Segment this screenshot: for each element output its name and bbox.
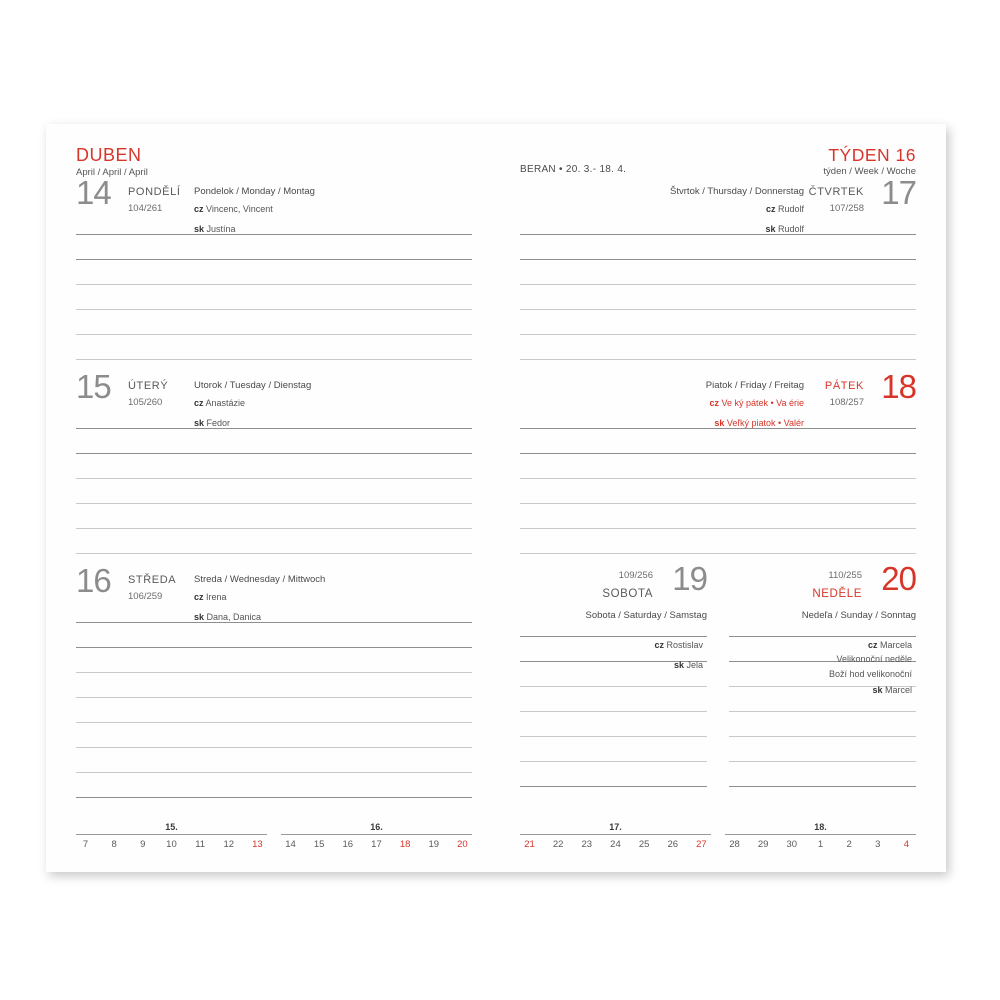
footer-week-label: 16. <box>281 822 472 835</box>
day-languages: Sobota / Saturday / Samstag <box>585 610 707 621</box>
name-days: cz Ve ký pátek • Va érie sk Veľký piatok • Valér <box>709 398 804 428</box>
week-heading <box>823 146 916 177</box>
day-entry-sunday <box>729 560 916 787</box>
name-day-sk: Marcel <box>884 685 912 696</box>
footer-week-18[interactable] <box>725 822 916 850</box>
footer-week-days <box>725 839 916 850</box>
writing-lines[interactable] <box>520 234 916 360</box>
name-day-cz: Anastázie <box>205 398 246 408</box>
month-name: DUBEN <box>76 145 142 165</box>
name-day-sk: Rudolf <box>777 223 804 234</box>
name-days: cz Anastázie sk Fedor <box>194 398 246 428</box>
month-subtitle: April / April / April <box>76 166 148 178</box>
day-of-year: 110/255 <box>828 570 862 581</box>
name-days: cz Irena sk Dana, Danica <box>194 592 262 622</box>
day-languages: Piatok / Friday / Freitag <box>705 380 804 391</box>
name-day-sk: Jela <box>686 660 703 671</box>
footer-week-16[interactable] <box>281 822 472 850</box>
left-page <box>46 124 496 872</box>
day-entry-monday <box>76 174 472 360</box>
footer-mini-calendar-right <box>520 822 916 850</box>
day-of-year: 106/259 <box>128 591 163 602</box>
day-languages: Utorok / Tuesday / Dienstag <box>194 380 312 391</box>
footer-day[interactable]: 15 <box>313 839 325 850</box>
day-name: PÁTEK <box>824 380 864 392</box>
footer-day[interactable]: 19 <box>428 839 440 850</box>
footer-week-label: 15. <box>76 822 267 835</box>
day-name: STŘEDA <box>128 574 177 586</box>
footer-day[interactable]: 24 <box>610 839 621 850</box>
day-entry-tuesday <box>76 368 472 554</box>
day-entry-wednesday <box>76 562 472 798</box>
footer-day[interactable]: 1 <box>817 839 824 850</box>
footer-day[interactable]: 21 <box>524 839 535 850</box>
footer-day[interactable]: 20 <box>457 839 468 850</box>
footer-day[interactable]: 11 <box>195 839 206 850</box>
day-of-year: 109/256 <box>618 570 653 581</box>
footer-day[interactable]: 9 <box>140 839 146 850</box>
footer-day[interactable]: 10 <box>166 839 177 850</box>
footer-day[interactable]: 28 <box>729 839 740 850</box>
name-day-sk: Fedor <box>206 417 231 428</box>
footer-day[interactable]: 22 <box>552 839 564 850</box>
day-number: 19 <box>672 560 707 597</box>
writing-lines[interactable] <box>729 636 916 787</box>
writing-lines[interactable] <box>76 622 472 798</box>
footer-week-15[interactable] <box>76 822 267 850</box>
day-number: 14 <box>76 174 111 211</box>
zodiac-label: BERAN • 20. 3.- 18. 4. <box>520 164 627 175</box>
footer-day[interactable]: 3 <box>875 839 881 850</box>
day-name: PONDĚLÍ <box>128 186 181 198</box>
footer-day[interactable]: 26 <box>667 839 679 850</box>
day-languages: Pondelok / Monday / Montag <box>194 186 315 197</box>
day-number: 16 <box>76 562 111 599</box>
footer-day[interactable]: 12 <box>223 839 235 850</box>
footer-day[interactable]: 13 <box>252 839 263 850</box>
name-day-cz: Marcela <box>879 640 912 650</box>
footer-week-label: 18. <box>725 822 916 835</box>
name-day-cz: Rudolf <box>777 204 804 214</box>
name-days: cz Rudolf sk Rudolf <box>765 204 804 234</box>
name-day-sk: Dana, Danica <box>206 611 262 622</box>
footer-week-label: 17. <box>520 822 711 835</box>
name-days: cz Vincenc, Vincent sk Justína <box>194 204 273 234</box>
footer-day[interactable]: 30 <box>786 839 798 850</box>
name-day-cz: Rostislav <box>666 640 703 650</box>
footer-day[interactable]: 17 <box>371 839 382 850</box>
footer-day[interactable]: 4 <box>903 839 910 850</box>
day-languages: Streda / Wednesday / Mittwoch <box>194 574 326 585</box>
writing-lines[interactable] <box>76 428 472 554</box>
day-of-year: 104/261 <box>128 203 163 214</box>
day-number: 18 <box>881 368 916 405</box>
footer-week-days <box>281 839 472 850</box>
name-days: cz Marcela Velikonoční neděle Boží hod velikonoční sk Marcel <box>828 640 912 696</box>
week-number: TÝDEN 16 <box>828 145 916 165</box>
day-number: 15 <box>76 368 111 405</box>
footer-day[interactable]: 2 <box>846 839 852 850</box>
name-day-cz: Vincenc, Vincent <box>206 204 273 214</box>
day-name: ČTVRTEK <box>808 186 864 198</box>
footer-week-days <box>520 839 711 850</box>
day-languages: Štvrtok / Thursday / Donnerstag <box>670 186 804 197</box>
day-entry-thursday <box>520 174 916 360</box>
day-of-year: 107/258 <box>829 203 864 214</box>
holiday-note-2: Boží hod velikonoční <box>828 668 912 679</box>
day-of-year: 108/257 <box>829 397 864 408</box>
footer-day[interactable]: 18 <box>399 839 411 850</box>
name-day-sk: Justína <box>206 223 236 234</box>
footer-day[interactable]: 16 <box>342 839 354 850</box>
day-of-year: 105/260 <box>128 397 163 408</box>
footer-day[interactable]: 23 <box>581 839 593 850</box>
day-number: 20 <box>881 560 916 597</box>
day-name: NEDĚLE <box>812 588 862 600</box>
right-page <box>496 124 946 872</box>
day-languages: Nedeľa / Sunday / Sonntag <box>801 610 916 621</box>
name-day-cz: Ve ký pátek • Va érie <box>721 398 804 408</box>
footer-week-17[interactable] <box>520 822 711 850</box>
week-subtitle: týden / Week / Woche <box>823 166 916 178</box>
footer-day[interactable]: 25 <box>638 839 650 850</box>
footer-mini-calendar-left <box>76 822 472 850</box>
day-entry-saturday <box>520 560 707 787</box>
day-number: 17 <box>881 174 916 211</box>
footer-week-days <box>76 839 267 850</box>
writing-lines[interactable] <box>76 234 472 360</box>
day-name: ÚTERÝ <box>128 380 169 392</box>
footer-day[interactable]: 29 <box>757 839 769 850</box>
footer-day[interactable]: 8 <box>111 839 117 850</box>
holiday-note-1: Velikonoční neděle <box>836 654 912 665</box>
weekend-block <box>520 560 916 787</box>
name-days: cz Rostislav sk Jela <box>654 640 703 671</box>
name-day-cz: Irena <box>206 592 227 602</box>
day-name: SOBOTA <box>602 588 653 600</box>
footer-day[interactable]: 27 <box>696 839 707 850</box>
writing-lines[interactable] <box>520 636 707 787</box>
name-day-sk: Veľký piatok • Valér <box>726 417 804 428</box>
day-entry-friday <box>520 368 916 554</box>
diary-spread <box>46 124 946 872</box>
footer-day[interactable]: 14 <box>285 839 296 850</box>
writing-lines[interactable] <box>520 428 916 554</box>
footer-day[interactable]: 7 <box>82 839 89 850</box>
